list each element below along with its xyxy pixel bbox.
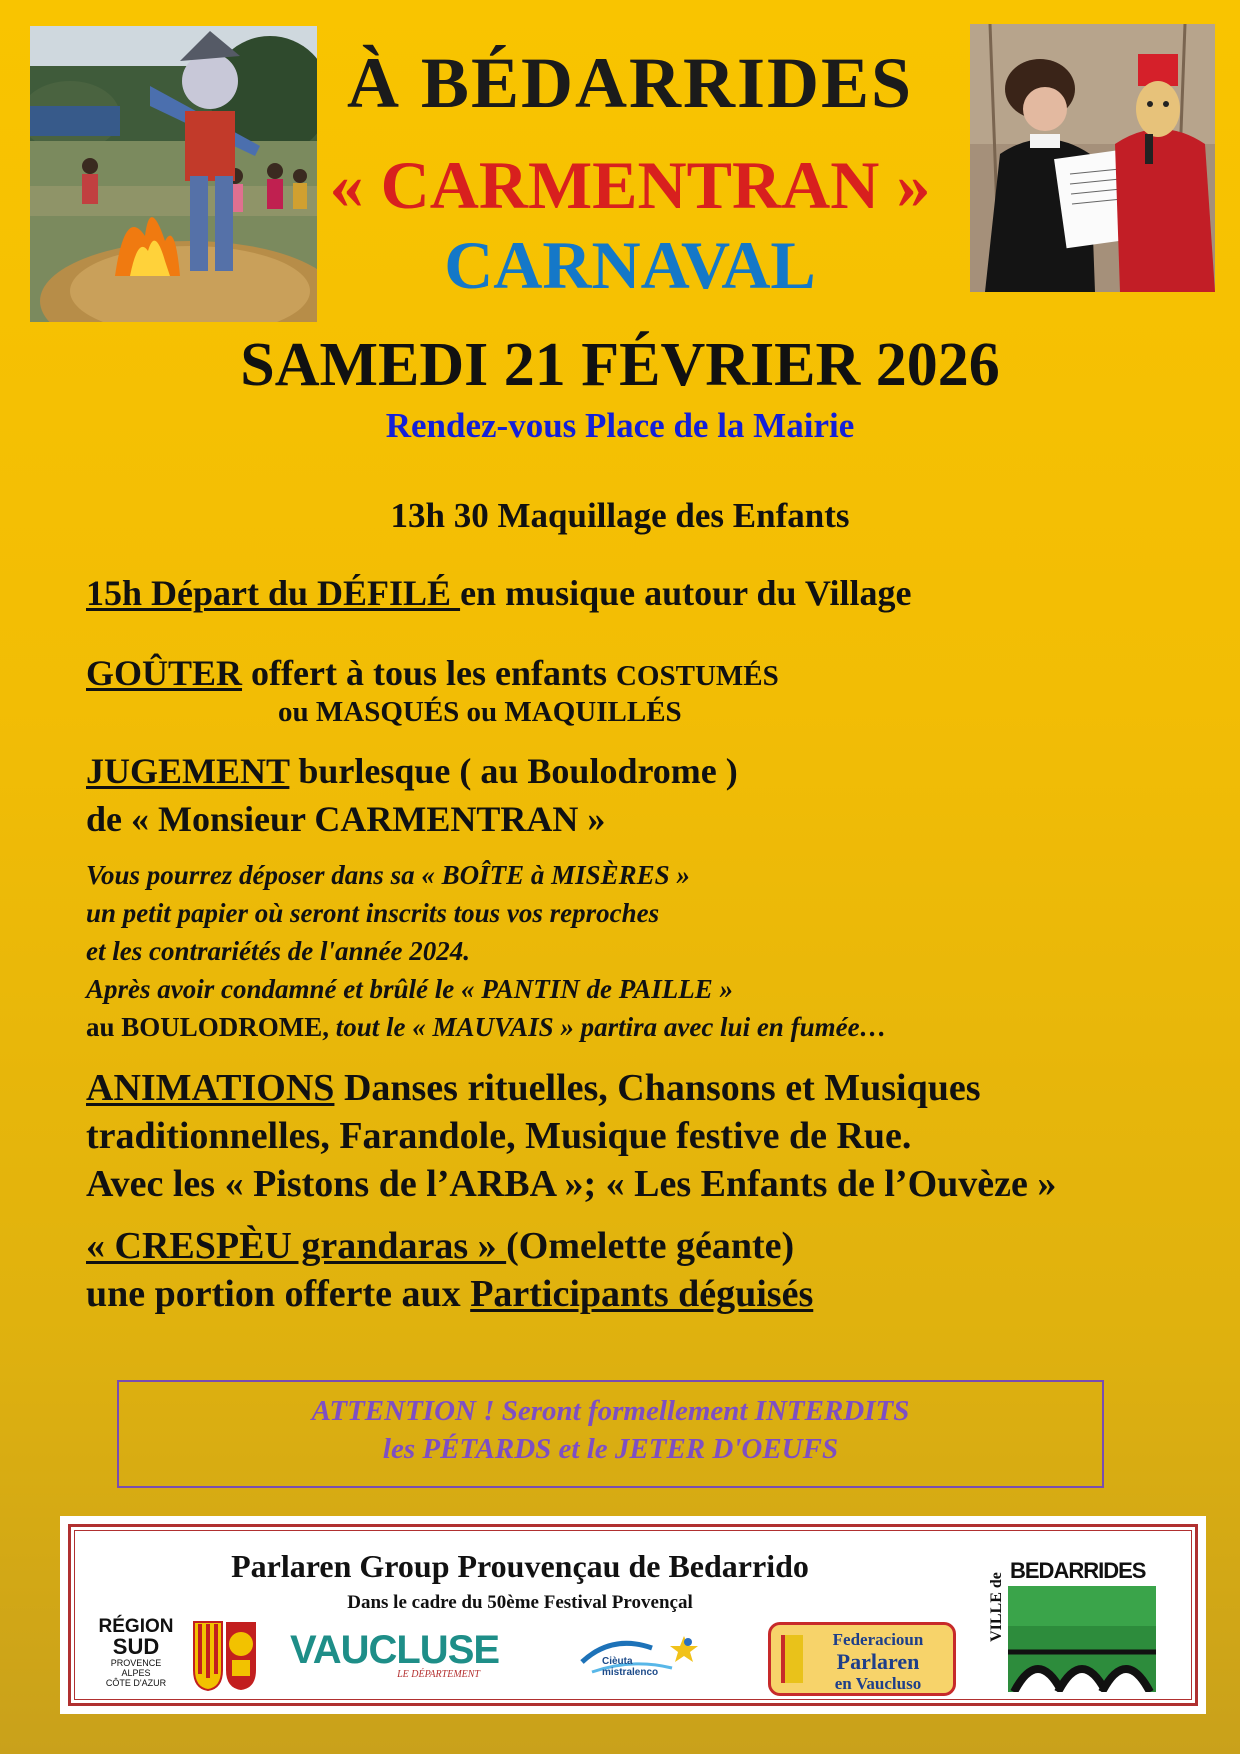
region-sud-logo bbox=[88, 1616, 258, 1696]
vaucluse-logo bbox=[290, 1628, 500, 1698]
federacioun-flag-icon bbox=[781, 1635, 803, 1683]
photo-scarecrow bbox=[30, 26, 317, 322]
schedule-maquillage: 13h 30 Maquillage des Enfants bbox=[390, 496, 850, 535]
animations-line-3: Avec les « Pistons de l’ARBA »; « Les Enfants de l’Ouvèze » bbox=[86, 1163, 1057, 1205]
photo-costumed-characters bbox=[970, 24, 1215, 292]
crespeu-label: « CRESPÈU grandaras » bbox=[86, 1225, 507, 1267]
region-shield-icon bbox=[192, 1620, 258, 1692]
italic-boulodrome: au BOULODROME, bbox=[86, 1012, 330, 1042]
attention-box bbox=[117, 1380, 1104, 1488]
event-date: SAMEDI 21 FÉVRIER 2026 bbox=[240, 331, 1000, 399]
fed-text-1: Federacioun bbox=[832, 1630, 924, 1649]
attention-line-2: les PÉTARDS et le JETER D'OEUFS bbox=[382, 1433, 839, 1465]
ville-bedarrides-logo bbox=[988, 1558, 1168, 1698]
jugement-text: burlesque ( au Boulodrome ) bbox=[289, 751, 738, 791]
crespeu-portion: une portion offerte aux bbox=[86, 1273, 471, 1315]
italic-line-5-text: tout le « MAUVAIS » partira avec lui en fumée… bbox=[329, 1012, 887, 1042]
vaucluse-subtext: LE DÉPARTEMENT bbox=[397, 1669, 480, 1680]
italic-line-3: et les contrariétés de l'année 2024. bbox=[86, 936, 470, 966]
italic-line-5 bbox=[86, 1012, 887, 1043]
cieuta-text-1: Cièuta bbox=[602, 1656, 633, 1667]
fed-text-3: en Vaucluso bbox=[834, 1674, 922, 1693]
crespeu-participants: Participants déguisés bbox=[470, 1273, 814, 1315]
animations-text: Danses rituelles, Chansons et Musiques bbox=[334, 1067, 981, 1109]
defile-text: en musique autour du Village bbox=[460, 573, 912, 613]
crespeu-line-2 bbox=[86, 1272, 813, 1316]
fed-text-2: Parlaren bbox=[836, 1649, 920, 1674]
gouter-label: GOÛTER bbox=[86, 653, 243, 693]
region-text-2: SUD bbox=[112, 1634, 160, 1659]
schedule-defile bbox=[86, 572, 912, 614]
cieuta-logo bbox=[572, 1628, 702, 1698]
organizer-name: Parlaren Group Prouvençau de Bedarrido bbox=[231, 1548, 809, 1584]
animations-line-2: traditionnelles, Farandole, Musique festive de Rue. bbox=[86, 1115, 912, 1157]
cieuta-text-2: mistralenco bbox=[602, 1667, 659, 1678]
defile-label: 15h Départ du DÉFILÉ bbox=[86, 573, 461, 613]
sponsor-footer bbox=[60, 1516, 1206, 1714]
jugement-line2: de « Monsieur CARMENTRAN » bbox=[86, 799, 606, 839]
italic-line-2: un petit papier où seront inscrits tous vos reproches bbox=[86, 898, 660, 928]
animations-line-1 bbox=[86, 1066, 981, 1110]
title-bedarrides: À BÉDARRIDES bbox=[346, 43, 914, 123]
gouter-line2: ou MASQUÉS ou MAQUILLÉS bbox=[278, 696, 682, 728]
schedule-gouter bbox=[86, 652, 779, 694]
crespeu-text: (Omelette géante) bbox=[506, 1225, 795, 1267]
bridge-icon bbox=[1008, 1586, 1156, 1692]
italic-line-1: Vous pourrez déposer dans sa « BOÎTE à MISÈRES » bbox=[86, 860, 690, 890]
schedule-jugement bbox=[86, 750, 738, 792]
jugement-label: JUGEMENT bbox=[86, 751, 290, 791]
italic-line-4: Après avoir condamné et brûlé le « PANTIN de PAILLE » bbox=[86, 974, 733, 1004]
region-text-4: ALPES bbox=[121, 1668, 151, 1678]
crespeu-line-1 bbox=[86, 1224, 794, 1268]
animations-label: ANIMATIONS bbox=[86, 1067, 335, 1109]
title-carnaval: CARNAVAL bbox=[444, 227, 816, 303]
federacioun-logo bbox=[768, 1622, 956, 1696]
region-text-3: PROVENCE bbox=[110, 1658, 162, 1668]
gouter-text: offert à tous les enfants bbox=[242, 653, 616, 693]
organizer-subtitle: Dans le cadre du 50ème Festival Provençal bbox=[347, 1592, 693, 1613]
ville-vertical-text: VILLE de bbox=[988, 1572, 1005, 1642]
region-text-5: CÔTE D'AZUR bbox=[105, 1678, 167, 1688]
gouter-costumes: COSTUMÉS bbox=[615, 660, 779, 692]
ville-name: BEDARRIDES bbox=[1010, 1558, 1146, 1583]
region-text-1: RÉGION bbox=[98, 1616, 174, 1637]
meeting-place: Rendez-vous Place de la Mairie bbox=[385, 406, 855, 445]
attention-line-1: ATTENTION ! Seront formellement INTERDITS bbox=[311, 1395, 910, 1427]
title-carmentran: « CARMENTRAN » bbox=[329, 147, 931, 223]
vaucluse-text: VAUCLUSE bbox=[290, 1628, 500, 1672]
